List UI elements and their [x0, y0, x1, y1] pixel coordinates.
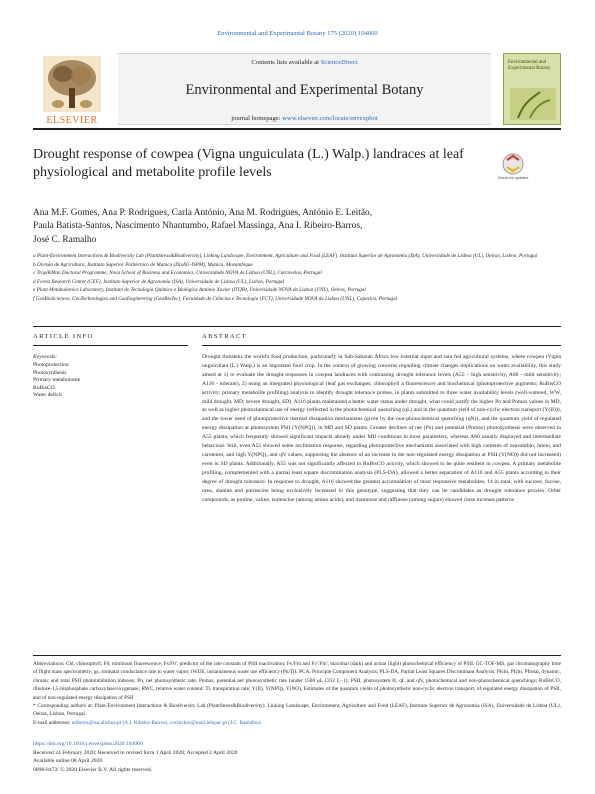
abstract-text: Drought threatens the world's food production, particularly in Sub-Saharan Africa low external input and rain fed agricultural systems, where cowpea (Vigna unguiculata (L.) Walp.) is an important food crop. In the context of growing concerns regarding climate changes implications on water availability, this study aimed at 1) to evaluate the drought responses in cowpea landraces with contrasting drought tolerance levels (A55 – high sensitivity, A80 - mild sensitivity; A116 - tolerant), 2) using an integrated physiological (leaf gas exchanges; chlorophyll a fluorescence) and biochemical (photoprotective pigments; RuBisCO activity; primary metabolite profiling) analysis to identify drought tolerance probes, in plants submitted to three water availability levels (well-watered, WW, mild drought, MD; severe drought, SD). A116 plants maintained a better water status under drought, what could justify the higher Pn and Pnmax values in MD, as well as higher photochemical use of energy (reflected in the photochemical quenching (qL) and in the quantum yield of non-cyclic electron transport (Y(II))), and the lower need of photoprotective thermal dissipation mechanisms (given by the non-photochemical quenching (qN)), and the quantum yield of regulated energy dissipation at photosystem PSII (Y(NPQ)), in MD and SD plants. Greater declines of net (Pn) and potential (Pnmax) photosynthesis were observed in A55 plants, which frequently showed significant impacts already under MD conditions in most parameters, whereas A80 usually displayed and intermediate behaviour. Still, even A55 showed some acclimation response, regarding photoprotective mechanisms associated with high contents of zeaxanthin, lutein, and carotenes, and high Y(NPQ), and qN values, supporting the absence of an increase in the non-regulated energy dissipation at PSII (Y(NO)) did not increased) even in SD plants. Additionally, A55 was not significantly affected in RuBisCO activity, which showed to be quite resilient in cowpea. A primary metabolite profiling, complemented with a partial least square discrimination analysis (PLS-DA), allowed a better separation of A116 and A55 plants according to their degree of drought tolerance. In response to drought, A116 showed the greatest accumulation of most responsive metabolites, 14 in total, with sucrose, fucose, urea, alanine and putrescine being exclusively increased in this genotype, suggesting that they can be candidates as drought tolerance proxies. Other compounds, as proline, valine, isoleucine (among amino acids), and rhamnose and raffinose (among sugars) showed close increase patterns [202, 354, 562, 503]
elsevier-wordmark: ELSEVIER [46, 115, 98, 126]
check-updates-icon [500, 152, 526, 176]
affiliation-d: d Forest Research Center (CEF), Instituto Superior de Agronomia (ISA), Universidade de Lisboa (UL), Lisbon, Portugal [33, 278, 285, 285]
authors-line-1: Ana M.F. Gomes, Ana P. Rodrigues, Carla António, Ana M. Rodrigues, António E. Leitão, [33, 208, 373, 218]
abbreviations-note: Abbreviations: Chl, chlorophyll; F0, minimum fluorescence; Fs/F0', predictor of the rate constant of PSII inactivation; Fv/Fm and Fv'/Fm', maximal (dark) and actual (light) photochemical efficiency of PSII; GC-TOF-MS, gas chromatography time of flight mass spectrometry; gs, stomatal conductance rate to water vapor; iWUE, instantaneous water use efficiency (Pn/Ti); PCA, Principle Component Analysis; PLS-DA, Partial Least Squares Discriminant Analysis; PIchr, PIchr, PItotal, dynamic, chronic and total PSII photoinhibition indexes; Pn, net photosynthetic rate; Pnmax, potential net photosynthetic rate (under 1500 μL CO2 L−1); PSII, photosystem II; qL and qN, photochemical and non-photochemical quenchings; RuBisCO, ribulose-1,5-bisphosphate carboxylase/oxygenase; RWC, relative water content; Ti, transpiration rate; Y(II), Y(NPQ), Y(NO), Estimates of the quantum yields of photosynthetic non-cyclic electron transport, of regulated energy dissipation of PSII, and of non-regulated energy dissipation of PSII [33, 661, 561, 701]
homepage-prefix: journal homepage: [231, 115, 283, 122]
article-info-heading: ARTICLE INFO [33, 333, 94, 340]
affiliation-f: f GeoBioSciences, GeoTechnologies and GeoEngineering (GeoBioTec), Faculdade de Ciências e Tecnologia (FCT), Universidade NOVA de Lisboa (UNL), Caparica, Portugal [33, 295, 398, 302]
journal-homepage [118, 115, 491, 122]
keyword-item: RuBisCO [33, 384, 55, 391]
article-info-rule [33, 345, 188, 346]
abstract-rule [202, 345, 561, 346]
check-for-updates-badge[interactable] [497, 152, 529, 186]
cover-plant-image [510, 88, 556, 120]
abstract-heading: ABSTRACT [202, 333, 248, 340]
available-online: Available online 08 April 2020 [33, 758, 103, 764]
contents-prefix: Contents lists available at [251, 59, 321, 66]
corresponding-author-note: * Corresponding authors at: Plant-Environment Interactions & Biodiversity Lab (PlantStress&Biodiversity), Linking Landscape, Environment, Agriculture and Food (LEAF), Instituto Superior de Agronomia (ISA), Universidade de Lisboa (UL), Oeiras, Lisbon, Portugal. [33, 703, 561, 718]
author-list [33, 207, 561, 247]
sciencedirect-link[interactable]: ScienceDirect [320, 59, 358, 66]
keyword-item: Primary metabolome [33, 377, 81, 383]
authors-line-3: José C. Ramalho [33, 234, 97, 245]
affiliation-c: c TropiKMan Doctoral Programme, Nova School of Business and Economics, Universidade NOVA de Lisboa (UNL), Carcavelos, Portugal [33, 270, 322, 276]
received-dates: Received 24 February 2020; Received in revised form 1 April 2020; Accepted 2 April 2020 [33, 749, 238, 756]
affiliations [33, 252, 561, 303]
check-updates-label: Check for updates [497, 176, 529, 180]
journal-title: Environmental and Experimental Botany [185, 82, 424, 98]
email-label: E-mail addresses: [33, 719, 72, 726]
section-rule-top [33, 326, 561, 327]
keyword-item: Photosynthesis [33, 369, 67, 376]
email-addresses[interactable]: aribeiro@isa.ulisboa.pt (A.I. Ribeiro-Barros), cochichor@mail.telepac.pt (J.C. Ramalho). [71, 719, 262, 726]
doi-link[interactable]: https://doi.org/10.1016/j.envexpbot.2020.104060 [33, 741, 143, 747]
copyright-line: 0098-8472/ © 2020 Elsevier B.V. All rights reserved. [33, 766, 153, 773]
affiliation-b: b Divisão de Agricultura, Instituto Superior Politécnico de Manica (DivAG-ISPM), Manica, Mozambique [33, 261, 253, 268]
authors-line-2: Paula Batista-Santos, Nascimento Nhantumbo, Rafael Massinga, Ana I. Ribeiro-Barros, [33, 221, 363, 232]
masthead-rule [33, 128, 561, 130]
keywords-list [33, 362, 80, 400]
affiliation-e: e Plant Metabolomics Laboratory, Instituto de Tecnologia Química e Biológica António Xavier (ITQB), Universidade NOVA de Lisboa (UNL), Oeiras, Portugal [33, 287, 366, 293]
affiliation-a: a Plant-Environment Interactions & Biodiversity Lab (PlantStress&Biodiversity), Linking Landscape, Environment, Agriculture and Food (LEAF), Instituto Superior de Agronomia (ISA), Universidade de Lisboa (UL), Oeiras, Lisboa, Portugal [33, 253, 538, 259]
contents-line [118, 59, 491, 66]
footnote-rule [33, 655, 561, 656]
cover-title: Environmental and Experimental Botany [508, 60, 551, 71]
footnotes [33, 660, 561, 727]
journal-cover[interactable] [503, 53, 561, 125]
homepage-link[interactable]: www.elsevier.com/locate/envexpbot [282, 115, 378, 122]
keyword-item: Water deficit [33, 392, 62, 398]
email-line [33, 719, 561, 727]
keywords-label: Keywords: [33, 354, 58, 360]
journal-reference: Environmental and Experimental Botany 175 (2020) 104060 [217, 30, 378, 37]
article-title: Drought response of cowpea (Vigna unguiculata (L.) Walp.) landraces at leaf physiological and metabolite profile levels [33, 147, 464, 180]
keyword-item: Photoprotection [33, 362, 69, 368]
publication-info [33, 740, 237, 774]
